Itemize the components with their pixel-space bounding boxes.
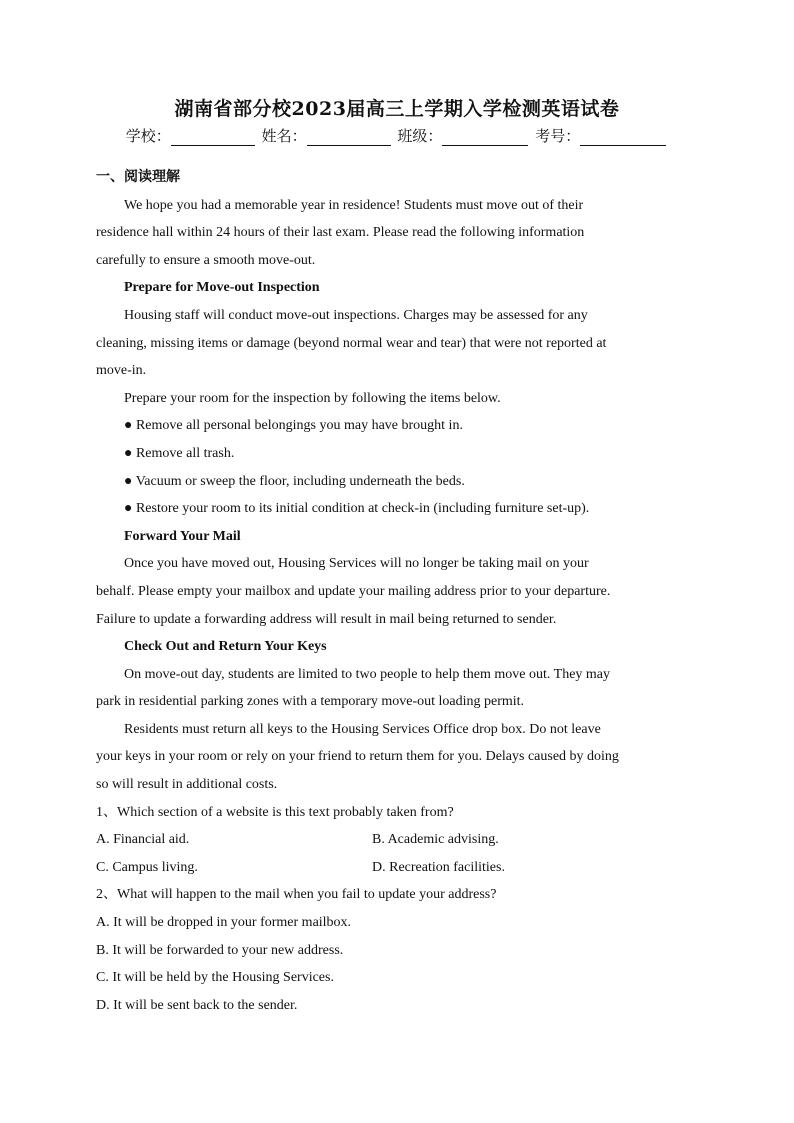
question-2-stem: 2、What will happen to the mail when you fail to update your address? [96, 887, 497, 903]
intro-line: residence hall within 24 hours of their last exam. Please read the following information [96, 225, 585, 241]
option-d: D. It will be sent back to the sender. [96, 997, 298, 1013]
paragraph-line: behalf. Please empty your mailbox and update your mailing address prior to your departure. [96, 583, 611, 599]
option-c: C. Campus living. [96, 859, 198, 875]
paragraph-line: On move-out day, students are limited to two people to help them move out. They may [124, 666, 611, 682]
subheading-mail: Forward Your Mail [124, 528, 241, 544]
paragraph-line: cleaning, missing items or damage (beyond normal wear and tear) that were not reported at [96, 335, 607, 351]
bullet-item: ● Vacuum or sweep the floor, including underneath the beds. [124, 473, 465, 489]
page-title: 湖南省部分校2023届高三上学期入学检测英语试卷 [174, 98, 620, 120]
section-heading: 一、阅读理解 [96, 169, 180, 185]
question-1-options-row [96, 854, 696, 882]
class-label: 班级： [397, 127, 443, 145]
name-blank [307, 129, 391, 146]
option-a: A. It will be dropped in your former mailbox. [96, 915, 352, 931]
paragraph-line: Once you have moved out, Housing Services will no longer be taking mail on your [124, 556, 589, 572]
student-info-line [0, 125, 794, 146]
question-1-options-row [96, 826, 696, 854]
option-d: D. Recreation facilities. [372, 859, 505, 875]
school-blank [171, 129, 255, 146]
option-a: A. Financial aid. [96, 832, 190, 848]
subheading-inspection: Prepare for Move-out Inspection [124, 280, 320, 296]
question-1-stem: 1、Which section of a website is this text probably taken from? [96, 804, 454, 820]
paragraph-line: your keys in your room or rely on your friend to return them for you. Delays caused by doing [96, 749, 619, 765]
reading-section [96, 164, 696, 1019]
option-c: C. It will be held by the Housing Services. [96, 970, 334, 986]
name-label: 姓名： [261, 127, 307, 145]
paragraph-line: Failure to update a forwarding address will result in mail being returned to sender. [96, 611, 557, 627]
exam-number-label: 考号： [535, 127, 581, 145]
bullet-item: ● Remove all trash. [124, 445, 235, 461]
bullet-item: ● Restore your room to its initial condition at check-in (including furniture set-up). [124, 501, 590, 517]
subheading-keys: Check Out and Return Your Keys [124, 639, 327, 655]
school-label: 学校： [125, 127, 171, 145]
paragraph-line: park in residential parking zones with a temporary move-out loading permit. [96, 694, 525, 710]
option-b: B. It will be forwarded to your new address. [96, 942, 344, 958]
bullet-item: ● Remove all personal belongings you may have brought in. [124, 418, 463, 434]
paragraph-line: Residents must return all keys to the Housing Services Office drop box. Do not leave [124, 721, 601, 737]
paragraph-line: so will result in additional costs. [96, 777, 278, 793]
paragraph-line: Prepare your room for the inspection by following the items below. [124, 390, 501, 406]
option-b: B. Academic advising. [372, 832, 499, 848]
class-blank [442, 129, 528, 146]
exam-number-blank [580, 129, 666, 146]
intro-line: carefully to ensure a smooth move-out. [96, 252, 316, 268]
intro-line: We hope you had a memorable year in residence! Students must move out of their [124, 197, 584, 213]
paragraph-line: move-in. [96, 363, 147, 379]
paragraph-line: Housing staff will conduct move-out inspections. Charges may be assessed for any [124, 307, 588, 323]
